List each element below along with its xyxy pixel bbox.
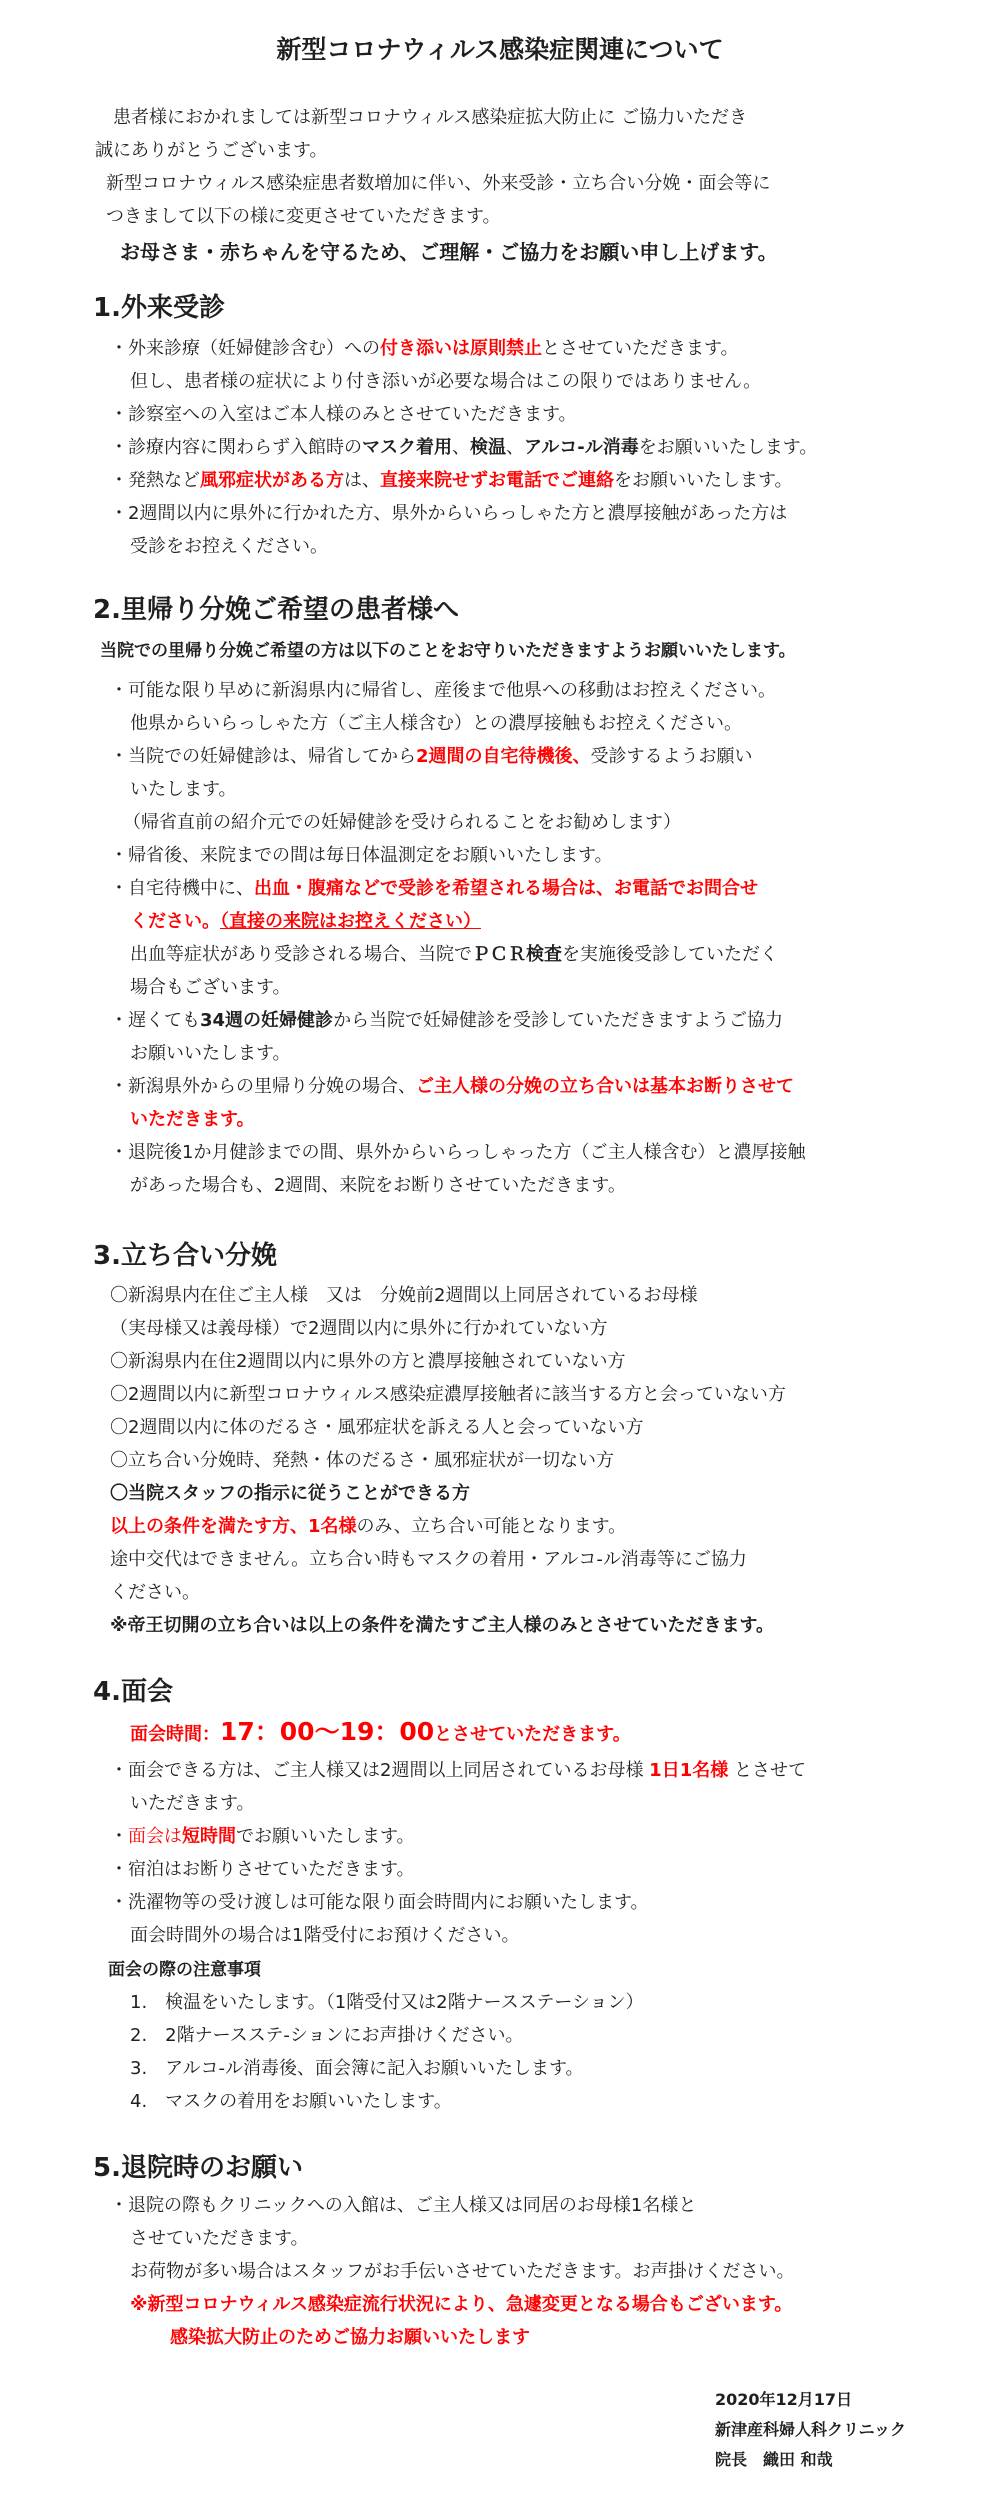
condition-item: 〇新潟県内在住2週間以内に県外の方と濃厚接触されていない方 [110,1351,626,1372]
emphasis-text: ＰＣＲ検査 [472,944,562,965]
text-line: ・退院後1か月健診までの間、県外からいらっしゃった方（ご主人様含む）と濃厚接触 [110,1142,806,1163]
text-line: 場合もございます。 [130,977,291,998]
text: ・当院での妊婦健診は、帰省してから [110,746,416,767]
highlight-text: （直接の来院はお控えください） [220,911,481,932]
text-line [110,1005,783,1038]
text-line: ・診察室への入室はご本人様のみとさせていただきます。 [110,404,577,425]
text-line [130,906,481,939]
text-line: お願いいたします。 [130,1043,291,1064]
text-line: ・退院の際もクリニックへの入館は、ご主人様又は同居のお母様1名様と [110,2195,697,2216]
text: ・自宅待機中に、 [110,878,254,899]
text-line [110,873,758,906]
text-line: ・可能な限り早めに新潟県内に帰省し、産後まで他県への移動はお控えください。 [110,680,776,701]
visiting-hours [130,1716,631,1752]
text-line: 途中交代はできません。立ち合い時もマスクの着用・アルコ-ル消毒等にご協力 [110,1549,747,1570]
text-line: 他県からいらっしゃた方（ご主人様含む）との濃厚接触もお控えください。 [130,713,742,734]
text-line: ・2週間以内に県外に行かれた方、県外からいらっしゃた方と濃厚接触があった方は [110,503,788,524]
highlight-text: 1日1名様 [649,1760,729,1781]
note-item: 2. 2階ナースステ-ションにお声掛けください。 [130,2025,524,2046]
text-line: があった場合も、2週間、来院をお断りさせていただきます。 [130,1175,626,1196]
text-line: させていただきます。 [130,2228,309,2249]
text: をお願いいたします。 [614,470,793,491]
highlight-text: 2週間の自宅待機後、 [416,746,591,767]
text: 、 [452,437,470,458]
caesarean-note: ※帝王切開の立ち合いは以上の条件を満たすご主人様のみとさせていただきます。 [110,1615,775,1636]
text-line: ・宿泊はお断りさせていただきます。 [110,1859,415,1880]
highlight-text: 付き添いは原則禁止 [380,338,542,359]
visiting-hours-value: 17：00～19：00 [220,1717,435,1746]
warning-text: 感染拡大防止のためご協力お願いいたします [170,2327,530,2348]
text-line [110,1511,626,1544]
notes-heading: 面会の際の注意事項 [108,1960,261,1980]
condition-item: 〇2週間以内に新型コロナウィルス感染症濃厚接触者に該当する方と会っていない方 [110,1384,786,1405]
text-line [130,939,778,972]
condition-item: （実母様又は義母様）で2週間以内に県外に行かれていない方 [110,1318,608,1339]
note-item: 1. 検温をいたします。（1階受付又は2階ナースステーション） [130,1992,644,2013]
clinic-name: 新津産科婦人科クリニック [715,2420,907,2439]
condition-item: 〇立ち合い分娩時、発熱・体のだるさ・風邪症状が一切ない方 [110,1450,614,1471]
intro-line: 新型コロナウィルス感染症患者数増加に伴い、外来受診・立ち合い分娩・面会等に [106,173,771,194]
condition-item: 〇当院スタッフの指示に従うことができる方 [110,1483,470,1504]
text-line: いたします。 [130,779,237,800]
text: とさせていただきます。 [542,338,739,359]
text-line: お荷物が多い場合はスタッフがお手伝いさせていただきます。お声掛けください。 [130,2261,795,2282]
text-line: ・帰省後、来院までの間は毎日体温測定をお願いいたします。 [110,845,613,866]
text-line: 受診をお控えください。 [130,536,328,557]
condition-item: 〇2週間以内に体のだるさ・風邪症状を訴える人と会っていない方 [110,1417,644,1438]
text: 受診するようお願い [590,746,753,767]
text: 出血等症状があり受診される場合、当院で [130,944,472,965]
text-line [110,1755,806,1788]
highlight-text: とさせていただきます。 [434,1724,631,1745]
text-line: 但し、患者様の症状により付き添いが必要な場合はこの限りではありません。 [130,371,762,392]
text: から当院で妊婦健診を受診していただきますようご協力 [333,1010,784,1031]
text: ・面会できる方は、ご主人様又は2週間以上同居されているお母様 [110,1760,650,1781]
director-name: 院長 織田 和哉 [715,2450,833,2469]
text: ・外来診療（妊婦健診含む）への [110,338,380,359]
text: を実施後受診していただく [562,944,778,965]
section-heading-attended-delivery: 3.立ち合い分娩 [93,1241,277,1271]
section-heading-visiting: 4.面会 [93,1677,173,1707]
text-line: 面会時間外の場合は1階受付にお預けください。 [130,1925,520,1946]
section-lead: 当院での里帰り分娩ご希望の方は以下のことをお守りいただきますようお願いいたします。 [100,641,796,661]
page-title: 新型コロナウィルス感染症関連について [276,35,724,64]
intro-line: 患者様におかれましては新型コロナウィルス感染症拡大防止に ご協力いただき [95,107,748,128]
highlight-text: いただきます。 [130,1109,255,1130]
text: をお願いいたします。 [638,437,818,458]
highlight-text: 風邪症状がある方 [200,470,344,491]
emphasis-text: マスク着用 [362,437,452,458]
text: のみ、立ち合い可能となります。 [356,1516,627,1537]
text: ・新潟県外からの里帰り分娩の場合、 [110,1076,416,1097]
text-line: ください。 [110,1582,200,1603]
highlight-text: 以上の条件を満たす方、1名様 [110,1516,357,1537]
text-line [110,333,739,366]
text-line: ・洗濯物等の受け渡しは可能な限り面会時間内にお願いたします。 [110,1892,649,1913]
highlight-text: 出血・腹痛などで受診を希望される場合は、お電話でお問合せ [254,878,758,899]
note-item: 4. マスクの着用をお願いいたします。 [130,2091,452,2112]
text: ・発熱など [110,470,200,491]
warning-text: ※新型コロナウィルス感染症流行状況により、急遽変更となる場合もございます。 [130,2294,793,2315]
highlight-text: 直接来院せずお電話でご連絡 [380,470,614,491]
text: とさせて [728,1760,806,1781]
text: ・ [110,1826,128,1847]
section-heading-discharge: 5.退院時のお願い [93,2153,303,2183]
text-line [110,1071,794,1104]
text-line: いただきます。 [130,1793,255,1814]
text-line [110,432,817,465]
text: でお願いいたします。 [236,1826,415,1847]
issue-date: 2020年12月17日 [715,2390,853,2409]
text: ・遅くても [110,1010,200,1031]
highlight-text: 短時間 [182,1826,236,1847]
text-line: （帰省直前の紹介元での妊婦健診を受けられることをお勧めします） [123,812,681,833]
note-item: 3. アルコ-ル消毒後、面会簿に記入お願いいたします。 [130,2058,584,2079]
highlight-text: ご主人様の分娩の立ち合いは基本お断りさせて [416,1076,794,1097]
text-line [110,741,753,774]
condition-item: 〇新潟県内在住ご主人様 又は 分娩前2週間以上同居されているお母様 [110,1285,698,1306]
highlight-text: 面会は [128,1826,182,1847]
text-line [110,465,793,498]
emphasis-text: 検温 [470,437,506,458]
visiting-hours-label: 面会時間： [130,1724,220,1745]
emphasis-text: 34週の妊婦健診 [200,1010,334,1031]
intro-line: つきまして以下の様に変更させていただきます。 [106,206,501,227]
text: 、 [506,437,524,458]
emphasis-text: アルコ-ル消毒 [524,437,639,458]
section-heading-homecoming-delivery: 2.里帰り分娩ご希望の患者様へ [93,595,459,625]
section-heading-outpatient: 1.外来受診 [93,293,225,323]
text: は、 [344,470,380,491]
intro-appeal: お母さま・赤ちゃんを守るため、ご理解・ご協力をお願い申し上げます。 [120,240,778,264]
text-line [110,1821,415,1854]
intro-line: 誠にありがとうございます。 [95,140,328,161]
text: ・診療内容に関わらず入館時の [110,437,362,458]
highlight-text: ください。 [130,911,220,932]
